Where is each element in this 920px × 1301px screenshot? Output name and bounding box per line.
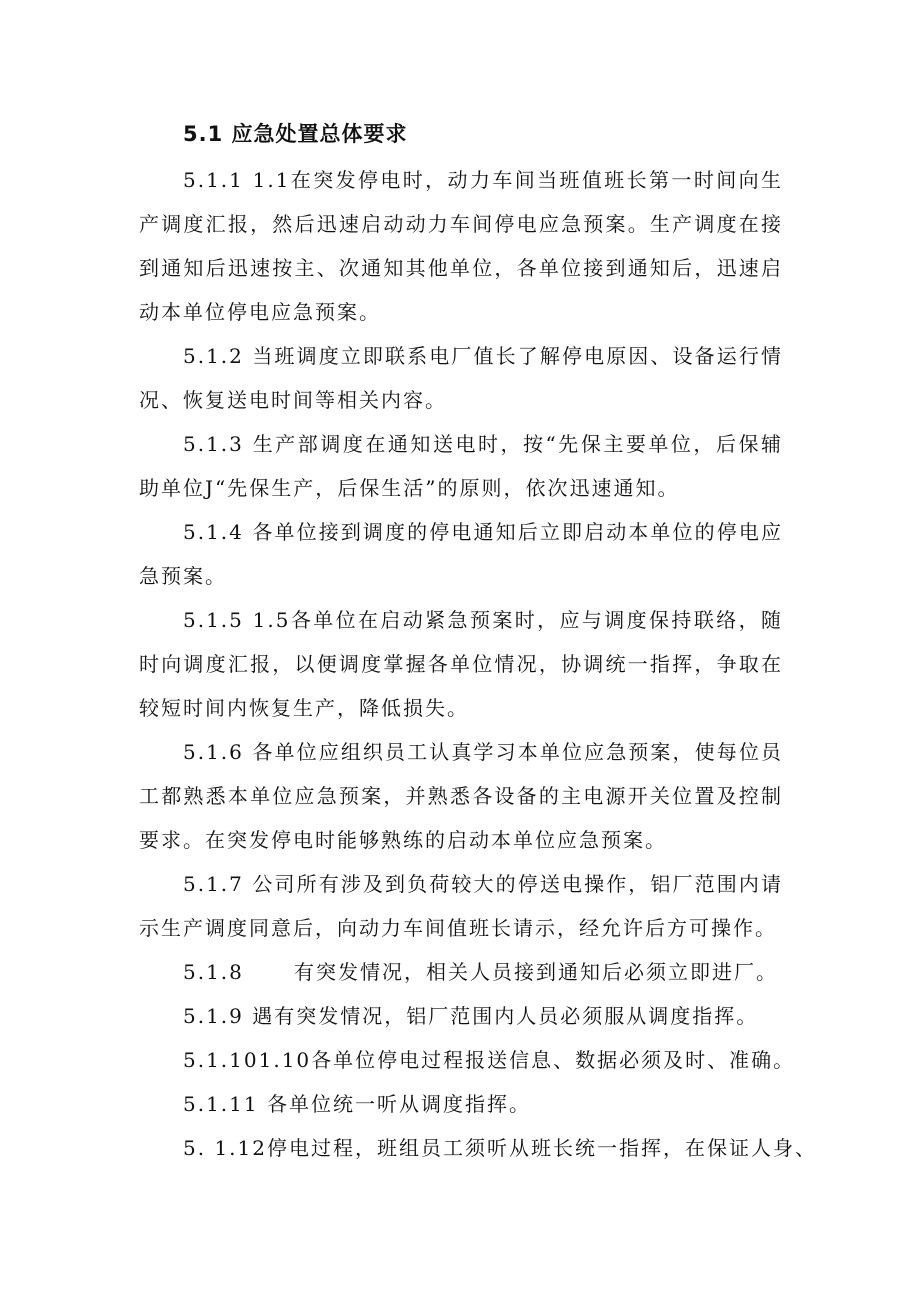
clause-5-1-3: 5.1.3 生产部调度在通知送电时，按“先保主要单位，后保辅助单位J“先保生产，后保生活”的原则，依次迅速通知。 [139,432,783,500]
clause-5-1-5: 5.1.5 1.5各单位在启动紧急预案时，应与调度保持联络，随时向调度汇报，以便调度掌握各单位情况，协调统一指挥，争取在较短时间内恢复生产，降低损失。 [139,608,783,720]
clause-5-1-10: 5.1.101.10各单位停电过程报送信息、数据必须及时、准确。 [183,1048,796,1072]
section-heading: 5.1 应急处置总体要求 [183,122,408,146]
clause-5-1-11: 5.1.11 各单位统一听从调度指挥。 [183,1092,531,1116]
clause-5-1-12: 5. 1.12停电过程，班组员工须听从班长统一指挥，在保证人身、 [183,1136,817,1160]
clause-5-1-7: 5.1.7 公司所有涉及到负荷较大的停送电操作，铝厂范围内请示生产调度同意后，向动力车间值班长请示，经允许后方可操作。 [139,872,783,940]
clause-5-1-9: 5.1.9 遇有突发情况，铝厂范围内人员必须服从调度指挥。 [183,1004,759,1028]
clause-5-1-1: 5.1.1 1.1在突发停电时，动力车间当班值班长第一时间向生产调度汇报，然后迅速启动动力车间停电应急预案。生产调度在接到通知后迅速按主、次通知其他单位，各单位接到通知后，迅速启动本单位停电应急预案。 [139,168,783,324]
clause-5-1-2: 5.1.2 当班调度立即联系电厂值长了解停电原因、设备运行情况、恢复送电时间等相关内容。 [139,344,783,412]
clause-5-1-8: 5.1.8 有突发情况，相关人员接到通知后必须立即进厂。 [183,960,779,984]
clause-5-1-6: 5.1.6 各单位应组织员工认真学习本单位应急预案，使每位员工都熟悉本单位应急预案，并熟悉各设备的主电源开关位置及控制要求。在突发停电时能够熟练的启动本单位应急预案。 [139,740,783,852]
clause-5-1-4: 5.1.4 各单位接到调度的停电通知后立即启动本单位的停电应急预案。 [139,520,783,588]
